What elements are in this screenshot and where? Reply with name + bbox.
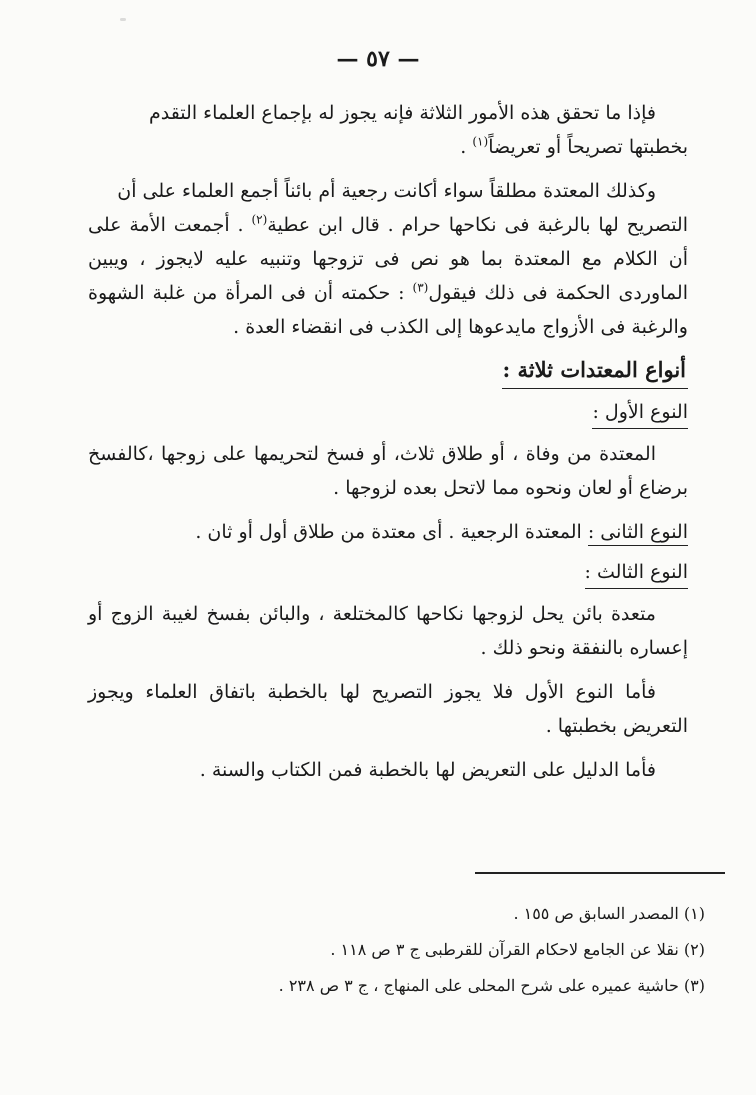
- type2-description: المعتدة الرجعية . أى معتدة من طلاق أول أو ثان .: [195, 521, 588, 543]
- footnote-marker: (٢): [251, 212, 268, 227]
- paragraph-text: متعدة بائن يحل لزوجها نكاحها كالمختلعة ، والبائن بفسخ لغيبة الزوج أو إعساره بالنفقة ونحو ذلك .: [88, 603, 688, 659]
- page-body: [88, 96, 688, 797]
- scan-speck: [120, 18, 126, 21]
- paragraph-end: .: [460, 136, 473, 158]
- paragraph-conditions: [88, 96, 688, 164]
- paragraph-line: بخطبتها تصريحاً أو تعريضاً: [488, 136, 688, 158]
- type1-description: [88, 437, 688, 505]
- footnotes: [200, 896, 705, 1004]
- type1-heading: النوع الأول :: [592, 397, 688, 429]
- paragraph-text: : حكمته أن فى المرأة من غلبة الشهوة والرغبة فى الأزواج مايدعوها إلى الكذب فى انقضاء العدة .: [88, 282, 688, 338]
- paragraph-text: فأما الدليل على التعريض لها بالخطبة فمن الكتاب والسنة .: [199, 759, 656, 781]
- paragraph-line: وكذلك المعتدة مطلقاً سواء أكانت رجعية أم بائناً أجمع العلماء على أن: [117, 180, 656, 202]
- footnote-marker: (١): [472, 134, 489, 149]
- paragraph-text: المعتدة من وفاة ، أو طلاق ثلاث، أو فسخ لتحريمها على زوجها ،كالفسخ برضاع أو لعان ونحوه مما لاتحل بعده لزوجها .: [88, 443, 688, 499]
- page-number: — ٥٧ —: [336, 46, 420, 72]
- footnote-divider: [475, 872, 725, 874]
- paragraph-text: فأما النوع الأول فلا يجوز التصريح لها بالخطبة باتفاق العلماء ويجوز التعريض بخطبتها .: [88, 681, 688, 737]
- paragraph-consensus: [88, 174, 688, 344]
- footnote-marker: (٣): [412, 280, 429, 295]
- section-heading: أنواع المعتدات ثلاثة :: [502, 354, 688, 389]
- type2-heading: النوع الثانى :: [588, 521, 688, 546]
- footnote: (٣) حاشية عميره على شرح المحلى على المنهاج ، ج ٣ ص ٢٣٨ .: [278, 976, 705, 995]
- paragraph-text: التصريح لها بالرغبة فى نكاحها حرام . قال ابن عطية: [267, 214, 688, 236]
- type3-description: [88, 597, 688, 665]
- footnote: (٢) نقلا عن الجامع لاحكام القرآن للقرطبى ج ٣ ص ١١٨ .: [330, 940, 705, 959]
- type2-paragraph: [88, 515, 688, 549]
- paragraph-line: فإذا ما تحقق هذه الأمور الثلاثة فإنه يجوز له بإجماع العلماء التقدم: [148, 102, 656, 124]
- paragraph-text: . أجمعت الأمة على أن الكلام مع المعتدة بما هو نص فى تزوجها وتنبيه عليه لايجوز ، ويبين الماوردى الحكمة فى ذلك فيقول: [88, 214, 688, 304]
- footnote: (١) المصدر السابق ص ١٥٥ .: [513, 904, 705, 923]
- paragraph-first-type-ruling: [88, 675, 688, 743]
- type3-heading: النوع الثالث :: [585, 557, 688, 589]
- paragraph-evidence: [88, 753, 688, 787]
